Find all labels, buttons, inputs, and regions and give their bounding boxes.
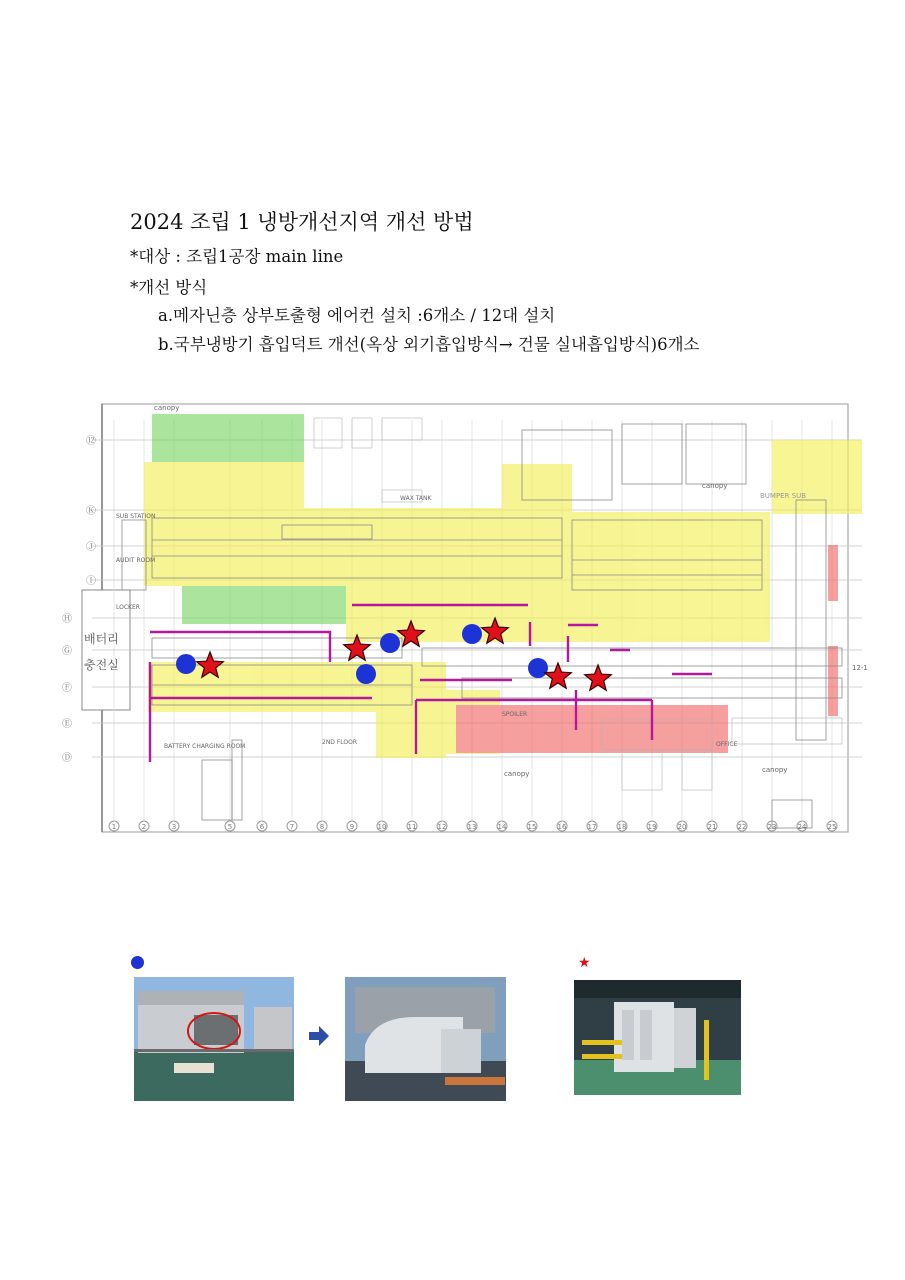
column-label: 13	[467, 823, 477, 831]
row-label: Ⓙ	[86, 542, 96, 553]
red-star-icon: ★	[578, 955, 591, 971]
plan-label-second-floor: 2ND FLOOR	[322, 739, 358, 746]
row-label: Ⓕ	[62, 683, 72, 694]
column-label: 5	[227, 823, 233, 831]
column-label: 11	[407, 823, 417, 831]
row-label: ⑫	[86, 436, 96, 447]
column-label: 9	[349, 823, 355, 831]
method-item-a: a.메자닌층 상부토출형 에어컨 설치 :6개소 / 12대 설치	[158, 306, 556, 325]
column-label: 3	[171, 823, 177, 831]
column-label: 7	[289, 823, 295, 831]
plan-label-canopy-top: canopy	[154, 404, 180, 412]
row-label: Ⓖ	[62, 646, 72, 657]
column-label: 2	[141, 823, 147, 831]
column-label: 14	[497, 823, 507, 831]
row-label: Ⓔ	[62, 719, 72, 730]
document-title: 2024 조립 1 냉방개선지역 개선 방법	[130, 210, 474, 234]
rooftop-intake-before-photo	[134, 977, 294, 1101]
rooftop-intake-after-photo	[345, 977, 506, 1101]
row-label: Ⓚ	[86, 506, 96, 517]
plan-label-bumper-sub: BUMPER SUB	[760, 492, 807, 500]
row-label: Ⓓ	[62, 753, 72, 764]
method-heading: *개선 방식	[130, 278, 208, 297]
plan-label-wax-tank: WAX TANK	[400, 495, 432, 502]
plan-label-office: OFFICE	[716, 741, 738, 748]
blue-circle-marker	[462, 624, 482, 644]
column-label: 12	[437, 823, 447, 831]
plan-label-battery-charging-room: BATTERY CHARGING ROOM	[164, 743, 246, 750]
column-label: 17	[587, 823, 597, 831]
plan-label-audit-room: AUDIT ROOM	[116, 557, 156, 564]
column-label: 1	[111, 823, 117, 831]
column-label: 6	[259, 823, 265, 831]
arrow-right-icon	[308, 1025, 330, 1047]
plan-label-canopy-bottom-right: canopy	[762, 766, 788, 774]
red-star-marker	[585, 665, 612, 690]
plan-label-locker: LOCKER	[116, 604, 140, 611]
blue-circle-marker	[176, 654, 196, 674]
plan-label-canopy-bottom-mid: canopy	[504, 770, 530, 778]
plan-label-12-1: 12-1	[852, 664, 868, 672]
method-item-b: b.국부냉방기 흡입덕트 개선(옥상 외기흡입방식→ 건물 실내흡입방식)6개소	[158, 335, 700, 354]
column-label: 8	[319, 823, 325, 831]
column-label: 15	[527, 823, 537, 831]
column-label: 16	[557, 823, 567, 831]
row-label: Ⓗ	[62, 614, 72, 625]
plan-label-sub-station: SUB STATION	[116, 513, 156, 520]
blue-circle-marker	[356, 664, 376, 684]
target-line: *대상 : 조립1공장 main line	[130, 247, 344, 266]
plan-label-battery: 배터리	[84, 632, 119, 646]
mezzanine-aircon-photo	[574, 980, 741, 1095]
column-label: 20	[677, 823, 687, 831]
column-label: 25	[827, 823, 837, 831]
row-label: Ⓘ	[86, 576, 96, 587]
blue-circle-icon	[131, 956, 144, 969]
column-label: 21	[707, 823, 717, 831]
column-label: 22	[737, 823, 747, 831]
column-label: 10	[377, 823, 387, 831]
blue-circle-marker	[528, 658, 548, 678]
column-label: 19	[647, 823, 657, 831]
column-label: 24	[797, 823, 807, 831]
plan-label-charging-room: 충전실	[84, 658, 119, 672]
plan-label-canopy-right: canopy	[702, 482, 728, 490]
plan-label-spoiler: SPOILER	[502, 711, 528, 718]
blue-circle-marker	[380, 633, 400, 653]
red-star-marker	[545, 663, 572, 688]
column-label: 18	[617, 823, 627, 831]
factory-floor-plan	[62, 400, 868, 836]
column-label: 23	[767, 823, 777, 831]
